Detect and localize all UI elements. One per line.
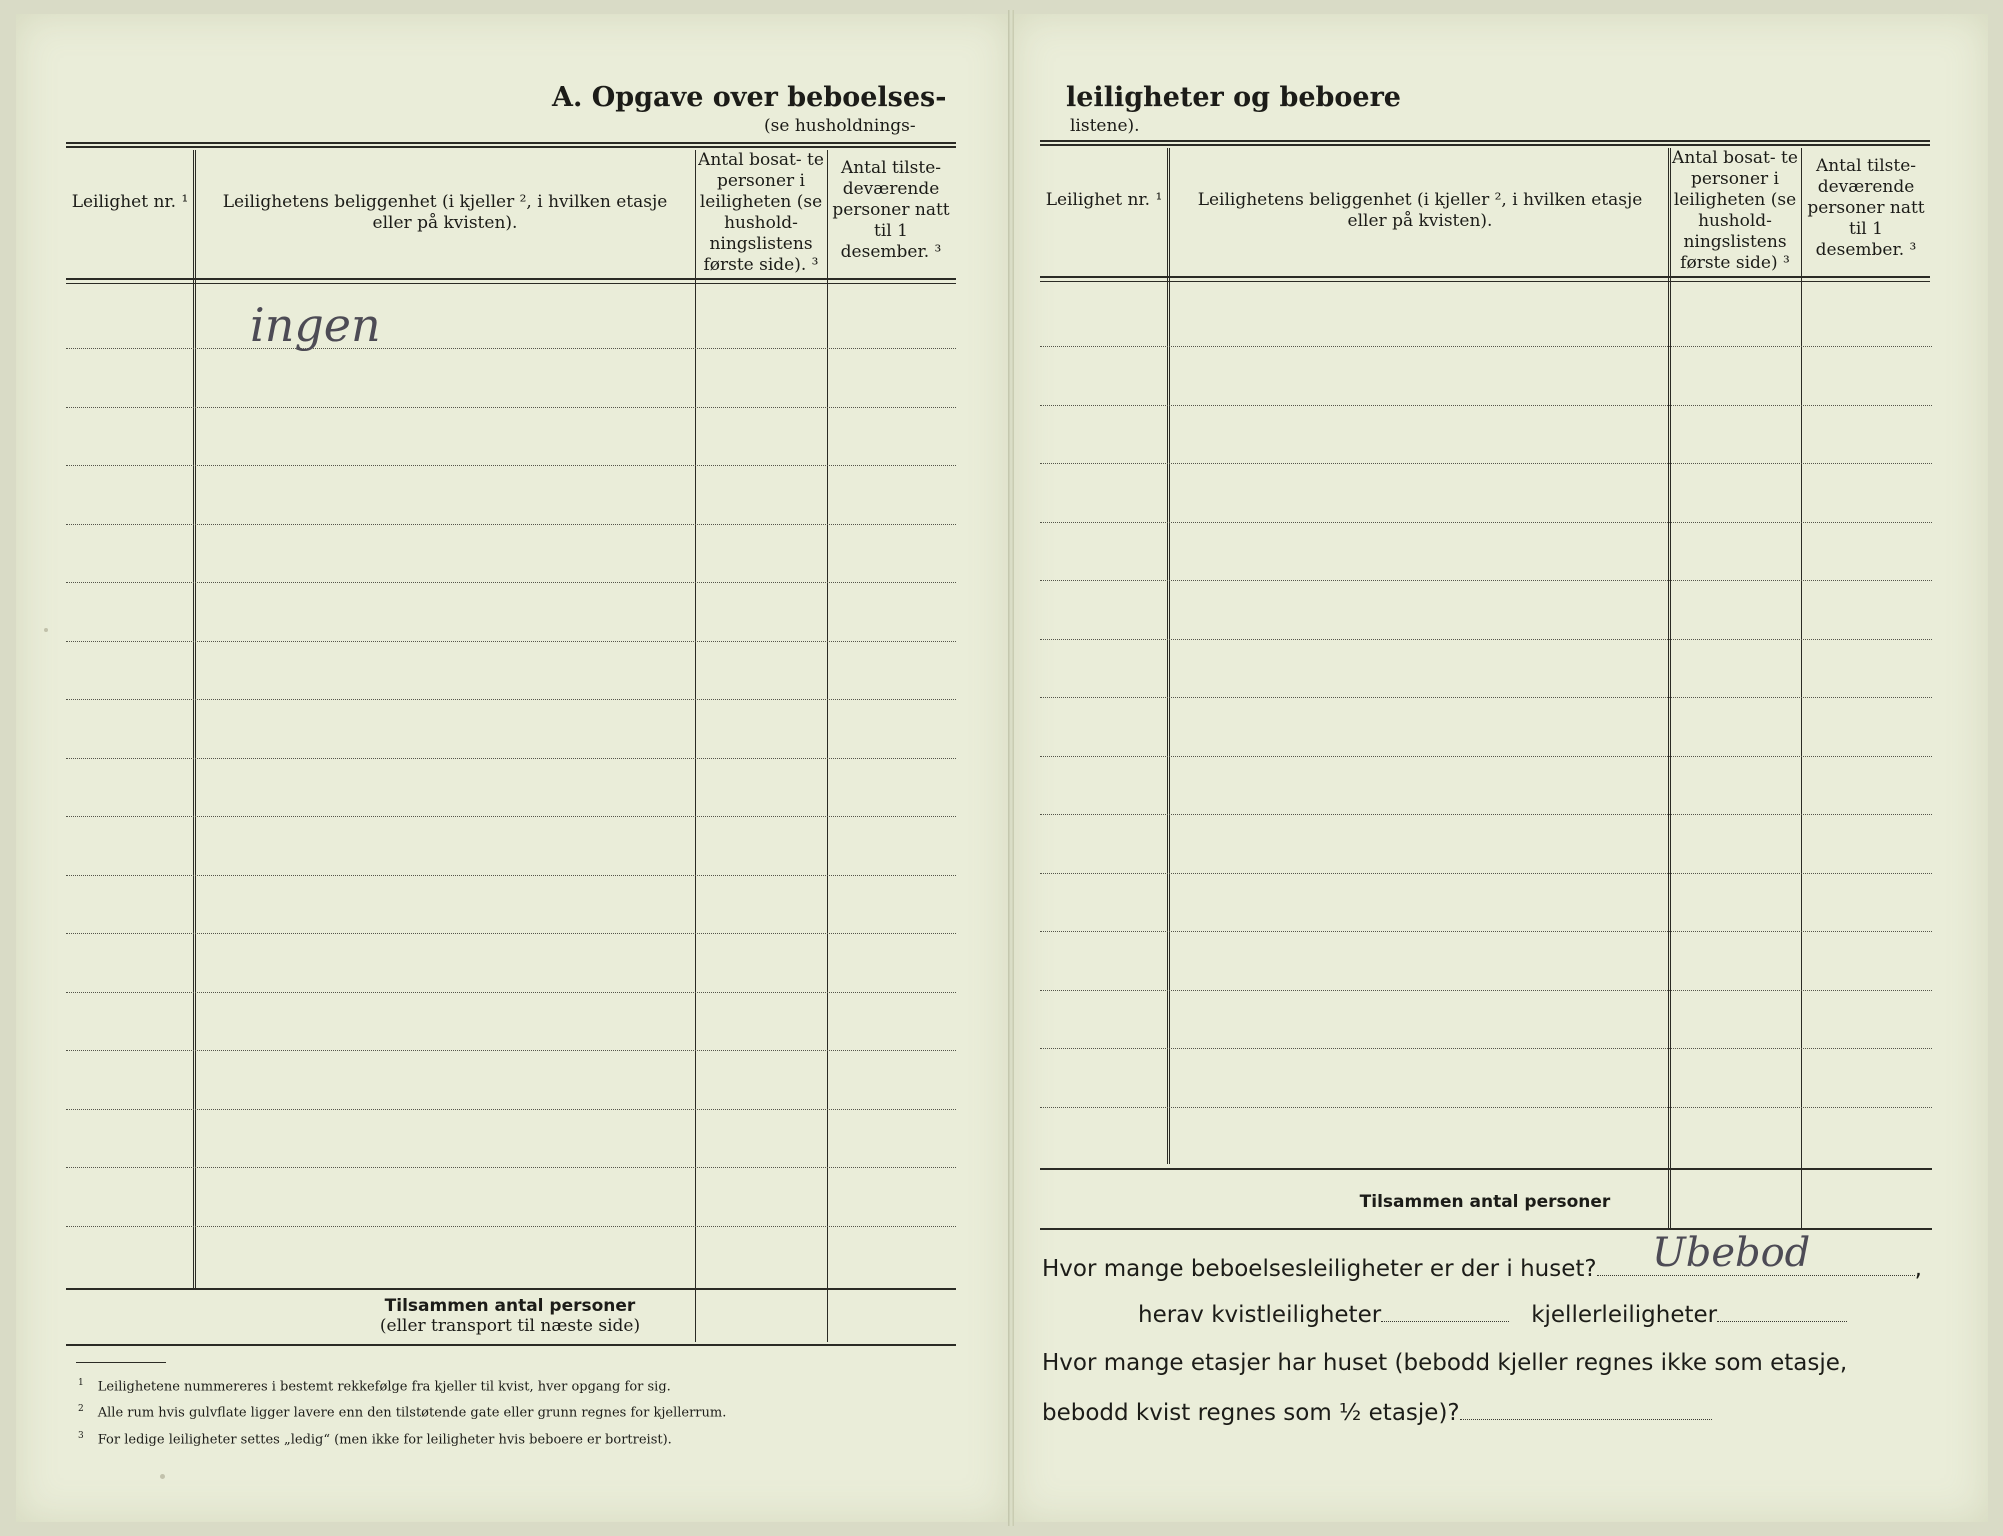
row-rule (66, 641, 956, 642)
ink-speck (160, 1474, 165, 1479)
attic-answer-line (1381, 1303, 1509, 1322)
row-rule (1040, 873, 1932, 874)
row-rule (66, 1050, 956, 1051)
col-header-residents: Antal bosat- te personer i leiligheten (se hushold- ningslistens første side). ³ (698, 150, 824, 275)
right-subheading: listene). (1070, 116, 1140, 136)
row-rule (1040, 580, 1932, 581)
row-rule (66, 816, 956, 817)
table-header-rule (1040, 276, 1930, 278)
question-apartments: Hvor mange beboelsesleiligheter er der i huset? , (1042, 1256, 1922, 1282)
row-rule (66, 933, 956, 934)
col-header-present: Antal tilste- deværende personer natt til 1 desember. ³ (832, 158, 950, 262)
col-header-location: Leilighetens beliggenhet (i kjeller ², i hvilken etasje eller på kvisten). (1197, 190, 1643, 231)
row-rule (1040, 639, 1932, 640)
row-rule (66, 1109, 956, 1110)
column-divider (695, 150, 696, 1342)
floors-answer-line (1460, 1401, 1712, 1420)
basement-answer-line (1717, 1303, 1847, 1322)
total-rule (66, 1288, 956, 1290)
row-rule (1040, 1107, 1932, 1108)
row-rule (66, 407, 956, 408)
handwritten-entry: ingen (250, 298, 381, 352)
row-rule (1040, 346, 1932, 347)
table-header-rule (66, 278, 956, 280)
table-header-rule-thin (1040, 281, 1930, 282)
question-floors-line2 (1042, 1400, 1712, 1426)
column-divider (1167, 148, 1170, 1164)
row-rule (66, 699, 956, 700)
question-floors-text: bebodd kvist regnes som ½ etasje)? (1042, 1400, 1460, 1426)
question-apartments-text: Hvor mange beboelsesleiligheter er der i huset? (1042, 1256, 1597, 1282)
book-gutter (1008, 10, 1014, 1526)
row-rule (1040, 463, 1932, 464)
footnote-1: $^1$ Leilighetene nummereres i bestemt rekkefølge fra kjeller til kvist, hver opgang for sig. (78, 1378, 671, 1395)
row-rule (66, 1226, 956, 1227)
handwritten-answer: Ubebod (1652, 1230, 1811, 1276)
column-divider (1801, 148, 1802, 1228)
column-divider (1668, 148, 1671, 1228)
footnote-3: $^3$ For ledige leiligheter settes „ledig“ (men ikke for leiligheter hvis beboere er bortreist). (78, 1430, 672, 1447)
row-rule (66, 348, 956, 349)
col-header-residents: Antal bosat- te personer i leiligheten (se hushold- ningslistens første side) ³ (1672, 148, 1798, 273)
question-attic-basement (1138, 1302, 1847, 1328)
total-rule (1040, 1168, 1932, 1170)
row-rule (1040, 814, 1932, 815)
footnote-2: $^2$ Alle rum hvis gulvflate ligger lavere enn den tilstøtende gate eller grunn regnes for kjellerrum. (78, 1404, 727, 1421)
table-top-rule (1040, 140, 1930, 142)
left-subheading: (se husholdnings- (764, 116, 916, 136)
row-rule (66, 524, 956, 525)
basement-apartments-label: kjellerleiligheter (1531, 1302, 1718, 1328)
table-top-rule (66, 142, 956, 144)
col-header-present: Antal tilste- deværende personer natt til 1 desember. ³ (1807, 156, 1925, 260)
row-rule (66, 992, 956, 993)
column-divider (827, 150, 828, 1342)
row-rule (1040, 931, 1932, 932)
col-header-location: Leilighetens beliggenhet (i kjeller ², i hvilken etasje eller på kvisten). (222, 192, 668, 233)
row-rule (66, 582, 956, 583)
total-label (1320, 1192, 1650, 1212)
question-floors-line1: Hvor mange etasjer har huset (bebodd kjeller regnes ikke som etasje, (1042, 1350, 1848, 1376)
row-rule (66, 465, 956, 466)
row-rule (66, 1167, 956, 1168)
left-heading: A. Opgave over beboelses- (552, 82, 947, 113)
row-rule (1040, 697, 1932, 698)
table-header-rule-thin (66, 283, 956, 284)
row-rule (1040, 990, 1932, 991)
ink-speck (44, 628, 48, 632)
table-top-rule-double (66, 146, 956, 148)
footnote-rule (76, 1362, 166, 1363)
col-header-nr: Leilighet nr. ¹ (1045, 190, 1163, 210)
total-label (330, 1296, 690, 1336)
row-rule (66, 875, 956, 876)
total-sublabel: (eller transport til næste side) (379, 1316, 641, 1336)
bottom-rule (66, 1344, 956, 1346)
row-rule (66, 758, 956, 759)
column-divider (193, 150, 196, 1288)
right-heading: leiligheter og beboere (1066, 82, 1401, 113)
attic-apartments-label: herav kvistleiligheter (1138, 1302, 1382, 1328)
row-rule (1040, 1048, 1932, 1049)
col-header-nr: Leilighet nr. ¹ (71, 192, 189, 212)
footnotes (78, 1372, 726, 1451)
row-rule (1040, 405, 1932, 406)
table-top-rule-double (1040, 144, 1930, 146)
total-label-text: Tilsammen antal personer (384, 1296, 636, 1316)
total-label-text: Tilsammen antal personer (1359, 1192, 1611, 1212)
row-rule (1040, 522, 1932, 523)
row-rule (1040, 756, 1932, 757)
